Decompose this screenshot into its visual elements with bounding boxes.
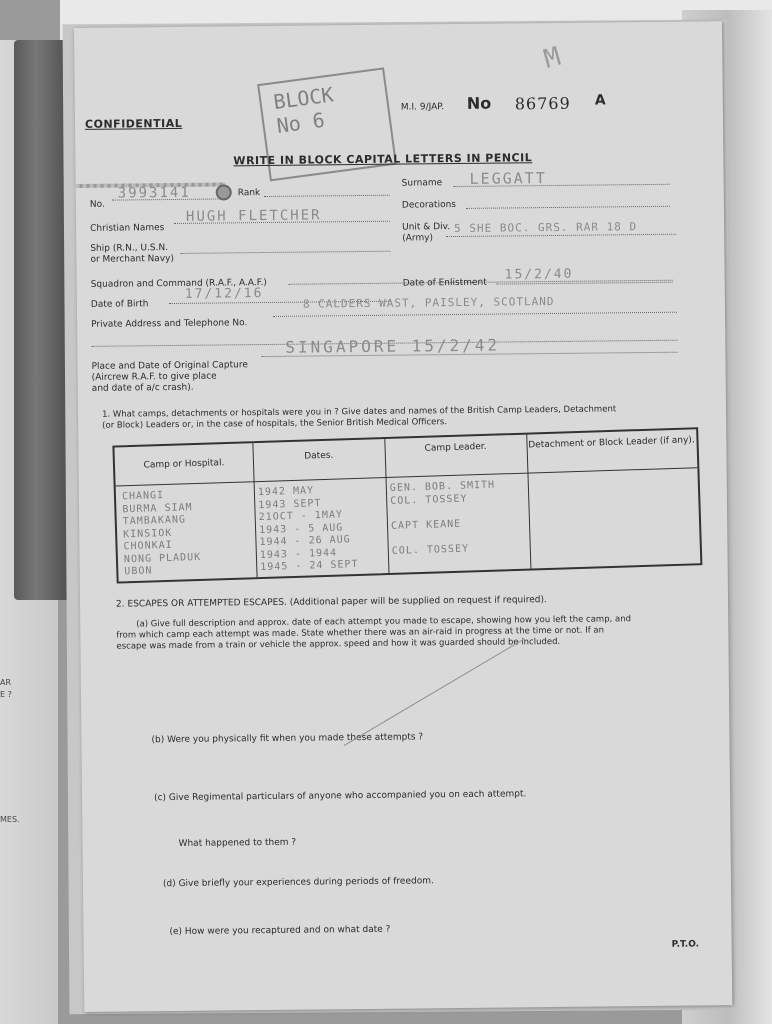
margin-text: MES. <box>0 815 20 824</box>
section2-title: 2. ESCAPES OR ATTEMPTED ESCAPES. (Additional paper will be supplied on request if required). <box>115 595 547 610</box>
unit-label: Unit & Div. <box>402 222 451 233</box>
section2-b: (b) Were you physically fit when you made these attempts ? <box>151 732 424 746</box>
table-cell: CHANGI <box>121 490 165 503</box>
section2-a-3: escape was made from a train or vehicle the approx. speed and how it was guarded should be included. <box>116 636 561 652</box>
no-value: 3993141 <box>117 184 191 202</box>
christian-names-value: HUGH FLETCHER <box>185 207 322 225</box>
field-line <box>466 206 670 209</box>
table-cell: NONG PLADUK <box>123 551 202 565</box>
camps-table <box>112 427 702 583</box>
enlistment-label: Date of Enlistment <box>402 277 487 289</box>
table-header: Detachment or Block Leader (if any). <box>526 429 697 473</box>
squadron-label: Squadron and Command (R.A.F., A.A.F.) <box>90 277 267 290</box>
unit-label-2: (Army) <box>402 233 434 244</box>
rank-label: Rank <box>237 188 261 199</box>
table-cell: COL. TOSSEY <box>391 542 470 557</box>
table-cell: GEN. BOB. SMITH <box>389 479 496 494</box>
section2-a-2: from which camp each attempt was made. State whether there was an air-raid in progress at the time or not. If an <box>116 625 605 641</box>
dob-value: 17/12/16 <box>184 286 264 302</box>
ship-label: Ship (R.N., U.S.N. <box>90 243 169 254</box>
table-cell: KINSIOK <box>122 527 173 540</box>
ship-label-2: or Merchant Navy) <box>90 253 175 265</box>
capture-value: SINGAPORE 15/2/42 <box>285 335 501 357</box>
christian-names-label: Christian Names <box>90 223 165 234</box>
form-code: M.I. 9/JAP. <box>400 102 445 113</box>
section1-question: 1. What camps, detachments or hospitals were you in ? Give dates and names of the British Camp Leaders, Detachment <box>101 404 617 420</box>
surname-value: LEGGATT <box>469 169 547 188</box>
table-cell: 1943 - 1944 <box>259 547 338 561</box>
section2-d: (d) Give briefly your experiences during periods of freedom. <box>162 876 434 890</box>
section2-a: (a) Give full description and approx. date of each attempt you made to escape, showing how you left the camp, and <box>136 614 632 630</box>
pto-label: P.T.O. <box>671 939 700 950</box>
number-label: No <box>466 93 492 113</box>
no-label: No. <box>89 199 105 210</box>
form-number-suffix: A <box>594 92 606 109</box>
stamp-line: BLOCK <box>272 82 335 115</box>
section2-c-2: What happened to them ? <box>178 837 297 849</box>
field-line <box>273 312 677 317</box>
capture-label-3: and date of a/c crash). <box>91 382 194 394</box>
file-binder <box>14 40 70 600</box>
capture-label: Place and Date of Original Capture <box>91 360 248 372</box>
table-cell: CHONKAI <box>123 539 173 553</box>
form-number: 86769 <box>514 93 571 114</box>
instruction-heading: WRITE IN BLOCK CAPITAL LETTERS IN PENCIL <box>233 151 533 168</box>
dob-label: Date of Birth <box>90 299 149 310</box>
decorations-label: Decorations <box>401 200 457 211</box>
table-cell: 21OCT - 1MAY <box>258 509 344 524</box>
document-page <box>74 21 732 1012</box>
enlistment-value: 15/2/40 <box>504 266 574 283</box>
table-cell: COL. TOSSEY <box>390 492 468 507</box>
table-cell: TAMBAKANG <box>122 514 187 528</box>
handwritten-initials: M <box>540 41 566 75</box>
address-label: Private Address and Telephone No. <box>91 318 248 330</box>
surname-label: Surname <box>401 178 443 189</box>
field-line <box>180 251 390 254</box>
table-cell: 1943 SEPT <box>258 497 322 511</box>
section2-c: (c) Give Regimental particulars of anyone who accompanied you on each attempt. <box>154 789 527 804</box>
field-line <box>264 195 390 197</box>
section2-e: (e) How were you recaptured and on what date ? <box>169 924 391 938</box>
table-cell: CAPT KEANE <box>390 518 462 532</box>
capture-label-2: (Aircrew R.A.F. to give place <box>91 371 217 383</box>
stamp-line: No 6 <box>275 107 327 138</box>
table-cell: UBON <box>124 565 153 578</box>
margin-text: E ? <box>0 690 12 699</box>
table-cell: 1943 - 5 AUG <box>258 521 344 536</box>
address-value: 8 CALDERS WAST, PAISLEY, SCOTLAND <box>302 294 555 311</box>
table-header: Camp or Hospital. <box>114 443 253 486</box>
unit-value: 5 SHE BOC. GRS. RAR 18 D <box>454 220 638 236</box>
pencil-stroke <box>344 638 525 746</box>
table-cell: 1942 MAY <box>257 485 315 499</box>
table-header: Camp Leader. <box>384 435 527 478</box>
table-header: Dates. <box>252 439 385 482</box>
table-cell: BURMA SIAM <box>122 501 193 515</box>
table-cell: 1944 - 26 AUG <box>259 534 351 549</box>
confidential-heading: CONFIDENTIAL <box>84 116 183 131</box>
table-cell: 1945 - 24 SEPT <box>260 558 359 574</box>
margin-text: AR <box>0 678 12 687</box>
section1-question-2: (or Block) Leaders or, in the case of hospitals, the Senior British Medical Officers. <box>102 417 448 431</box>
